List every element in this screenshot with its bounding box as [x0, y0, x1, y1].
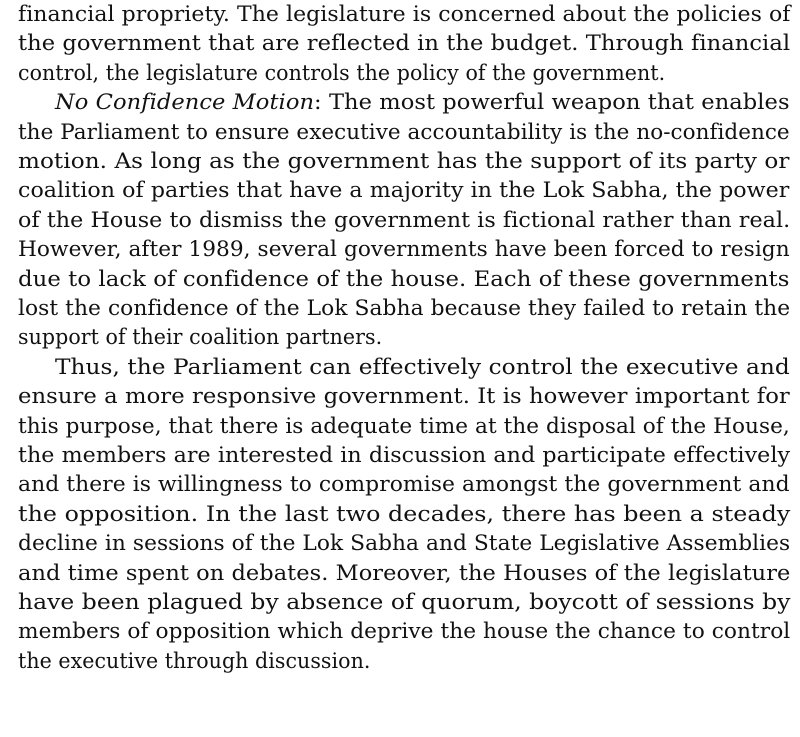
- text-line-14: ensure a more responsive government. It is however important for: [18, 383, 790, 409]
- text-line-12: support of their coalition partners.: [18, 324, 383, 350]
- text-line-8: of the House to dismiss the government is fictional rather than real.: [18, 206, 791, 233]
- text-line-13: Thus, the Parliament can effectively control the executive and: [55, 353, 790, 380]
- text-line-17: and there is willingness to compromise amongst the government and: [18, 471, 790, 497]
- text-line-6: motion. As long as the government has the support of its party or: [18, 148, 790, 174]
- text-line-23: the executive through discussion.: [18, 647, 371, 674]
- text-line-7: coalition of parties that have a majority in the Lok Sabha, the power: [18, 177, 790, 203]
- text-line-10: due to lack of confidence of the house. Each of these governments: [18, 265, 790, 291]
- text-line-1: financial propriety. The legislature is concerned about the policies of: [18, 1, 791, 27]
- text-line-18: the opposition. In the last two decades, there has been a steady: [18, 500, 791, 527]
- no-confidence-heading: No Confidence Motion: [55, 89, 315, 115]
- text-line-4: [55, 88, 790, 117]
- text-line-16: the members are interested in discussion and participate effectively: [18, 442, 791, 468]
- text-line-5: the Parliament to ensure executive accountability is the no-confidence: [18, 118, 790, 144]
- text-line-9: However, after 1989, several governments have been forced to resign: [18, 236, 790, 262]
- text-line-19: decline in sessions of the Lok Sabha and State Legislative Assemblies: [18, 530, 791, 556]
- text-line-21: have been plagued by absence of quorum, boycott of sessions by: [18, 589, 791, 615]
- text-line-20: and time spent on debates. Moreover, the Houses of the legislature: [18, 559, 791, 585]
- text-line-2: the government that are reflected in the budget. Through financial: [18, 30, 791, 56]
- text-line-11: lost the confidence of the Lok Sabha because they failed to retain the: [18, 295, 791, 321]
- text-line-3: control, the legislature controls the policy of the government.: [18, 59, 666, 86]
- text-line-4-rest: : The most powerful weapon that enables: [314, 89, 790, 115]
- text-line-22: members of opposition which deprive the house the chance to control: [18, 618, 791, 644]
- text-line-15: this purpose, that there is adequate time at the disposal of the House,: [18, 412, 790, 438]
